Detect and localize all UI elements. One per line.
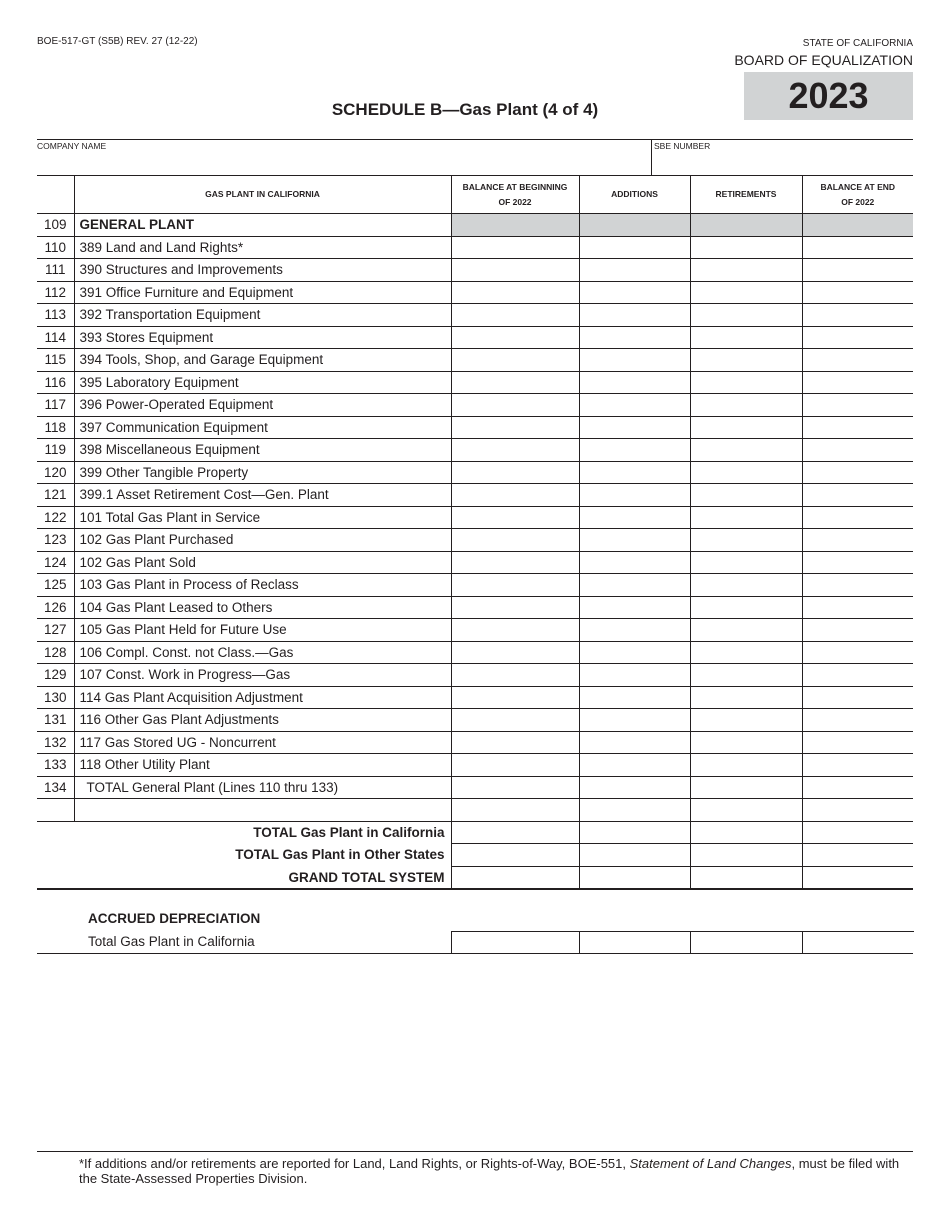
balance-end-cell[interactable] (802, 731, 913, 754)
company-name-label: COMPANY NAME (37, 141, 107, 151)
balance-begin-cell[interactable] (451, 259, 579, 282)
additions-cell[interactable] (579, 619, 690, 642)
retirements-cell[interactable] (690, 259, 802, 282)
balance-begin-header-line1: BALANCE AT BEGINNING (462, 181, 568, 192)
balance-end-cell[interactable] (802, 439, 913, 462)
table-row (37, 641, 913, 664)
table-row (37, 506, 913, 529)
balance-begin-cell[interactable] (451, 484, 579, 507)
accrued-depreciation-title: ACCRUED DEPRECIATION (88, 911, 261, 926)
table-header-row (37, 176, 913, 214)
balance-end-cell[interactable] (802, 596, 913, 619)
retirements-cell[interactable] (690, 416, 802, 439)
balance-begin-cell (451, 214, 579, 237)
balance-end-cell[interactable] (802, 664, 913, 687)
table-row (37, 281, 913, 304)
retirements-cell[interactable] (690, 371, 802, 394)
table-row (37, 731, 913, 754)
table-row (37, 214, 913, 237)
retirements-cell[interactable] (690, 439, 802, 462)
total-additions-cell[interactable] (579, 844, 690, 867)
page-title: SCHEDULE B—Gas Plant (4 of 4) (331, 100, 599, 119)
line-number: 126 (37, 596, 74, 619)
footnote-text: *If additions and/or retirements are reported for Land, Land Rights, or Rights-of-Way, BOE-551, (79, 1156, 630, 1171)
additions-cell[interactable] (579, 731, 690, 754)
balance-end-cell[interactable] (802, 506, 913, 529)
line-number-header (37, 176, 74, 214)
total-retirements-cell[interactable] (690, 844, 802, 867)
balance-end-cell[interactable] (802, 754, 913, 777)
balance-begin-cell[interactable] (451, 304, 579, 327)
additions-cell[interactable] (579, 529, 690, 552)
balance-end-header-line2: OF 2022 (841, 196, 875, 207)
total-balance-end-cell[interactable] (802, 844, 913, 867)
table-row (37, 236, 913, 259)
retirements-cell[interactable] (690, 349, 802, 372)
balance-end-cell[interactable] (802, 349, 913, 372)
table-row (37, 551, 913, 574)
additions-cell[interactable] (579, 484, 690, 507)
additions-cell[interactable] (579, 574, 690, 597)
divider (651, 140, 652, 176)
row-description: 105 Gas Plant Held for Future Use (74, 619, 451, 642)
additions-cell[interactable] (579, 799, 690, 822)
line-number: 125 (37, 574, 74, 597)
retirements-cell[interactable] (690, 619, 802, 642)
balance-end-cell[interactable] (802, 551, 913, 574)
balance-end-cell[interactable] (802, 236, 913, 259)
balance-begin-cell[interactable] (451, 439, 579, 462)
balance-begin-cell[interactable] (451, 371, 579, 394)
additions-cell[interactable] (579, 776, 690, 799)
row-description: 114 Gas Plant Acquisition Adjustment (74, 686, 451, 709)
balance-end-cell[interactable] (802, 619, 913, 642)
retirements-cell[interactable] (690, 236, 802, 259)
total-retirements-cell[interactable] (690, 866, 802, 889)
table-row (37, 439, 913, 462)
total-balance-end-cell[interactable] (802, 866, 913, 889)
additions-cell[interactable] (579, 754, 690, 777)
year-box: 2023 (744, 72, 913, 120)
balance-end-cell[interactable] (802, 259, 913, 282)
balance-begin-cell[interactable] (451, 551, 579, 574)
line-number: 118 (37, 416, 74, 439)
table-row (37, 371, 913, 394)
balance-begin-cell[interactable] (451, 506, 579, 529)
line-number: 122 (37, 506, 74, 529)
additions-cell[interactable] (579, 709, 690, 732)
balance-begin-cell[interactable] (451, 529, 579, 552)
retirements-cell[interactable] (690, 596, 802, 619)
accrued-balance-begin-cell[interactable] (451, 931, 580, 954)
additions-cell[interactable] (579, 236, 690, 259)
additions-cell[interactable] (579, 371, 690, 394)
additions-cell[interactable] (579, 439, 690, 462)
retirements-cell[interactable] (690, 529, 802, 552)
line-number: 131 (37, 709, 74, 732)
line-number: 133 (37, 754, 74, 777)
total-additions-cell[interactable] (579, 866, 690, 889)
retirements-cell[interactable] (690, 686, 802, 709)
line-number (37, 799, 74, 822)
retirements-cell[interactable] (690, 506, 802, 529)
row-description: 399.1 Asset Retirement Cost—Gen. Plant (74, 484, 451, 507)
table-row (37, 259, 913, 282)
accrued-retirements-cell[interactable] (690, 931, 803, 954)
row-description: 102 Gas Plant Purchased (74, 529, 451, 552)
row-description: 391 Office Furniture and Equipment (74, 281, 451, 304)
retirements-cell[interactable] (690, 754, 802, 777)
total-label: GRAND TOTAL SYSTEM (37, 866, 451, 889)
additions-cell[interactable] (579, 461, 690, 484)
footnote (79, 1157, 909, 1186)
table-row (37, 709, 913, 732)
line-number: 129 (37, 664, 74, 687)
footnote-text-end: , must be filed with the State-Assessed Properties Division. (79, 1156, 900, 1186)
row-description: 103 Gas Plant in Process of Reclass (74, 574, 451, 597)
balance-end-cell[interactable] (802, 281, 913, 304)
table-row (37, 484, 913, 507)
table-row (37, 416, 913, 439)
table-row (37, 754, 913, 777)
row-description: 101 Total Gas Plant in Service (74, 506, 451, 529)
row-description: 116 Other Gas Plant Adjustments (74, 709, 451, 732)
accrued-row-label: Total Gas Plant in California (88, 934, 255, 949)
balance-end-cell[interactable] (802, 371, 913, 394)
table-row (37, 574, 913, 597)
row-description: 395 Laboratory Equipment (74, 371, 451, 394)
balance-begin-cell[interactable] (451, 574, 579, 597)
balance-begin-cell[interactable] (451, 776, 579, 799)
retirements-cell[interactable] (690, 664, 802, 687)
line-number: 120 (37, 461, 74, 484)
line-number: 110 (37, 236, 74, 259)
additions-cell[interactable] (579, 641, 690, 664)
line-number: 130 (37, 686, 74, 709)
additions-cell[interactable] (579, 596, 690, 619)
retirements-cell[interactable] (690, 326, 802, 349)
total-label: TOTAL Gas Plant in California (37, 821, 451, 844)
line-number: 119 (37, 439, 74, 462)
total-row (37, 866, 913, 889)
retirements-cell[interactable] (690, 551, 802, 574)
balance-end-cell (802, 214, 913, 237)
line-number: 124 (37, 551, 74, 574)
retirements-cell[interactable] (690, 776, 802, 799)
balance-end-cell[interactable] (802, 461, 913, 484)
line-number: 134 (37, 776, 74, 799)
balance-end-cell[interactable] (802, 394, 913, 417)
additions-cell[interactable] (579, 349, 690, 372)
balance-end-cell[interactable] (802, 484, 913, 507)
line-number: 123 (37, 529, 74, 552)
line-number: 115 (37, 349, 74, 372)
balance-begin-cell[interactable] (451, 394, 579, 417)
balance-begin-cell[interactable] (451, 461, 579, 484)
total-row (37, 844, 913, 867)
row-description: 117 Gas Stored UG - Noncurrent (74, 731, 451, 754)
balance-end-cell[interactable] (802, 416, 913, 439)
total-balance-begin-cell[interactable] (451, 866, 579, 889)
balance-begin-cell[interactable] (451, 326, 579, 349)
balance-end-cell[interactable] (802, 686, 913, 709)
row-description: 118 Other Utility Plant (74, 754, 451, 777)
row-description: 102 Gas Plant Sold (74, 551, 451, 574)
total-label: TOTAL Gas Plant in Other States (37, 844, 451, 867)
row-description: 393 Stores Equipment (74, 326, 451, 349)
balance-end-header (802, 176, 913, 214)
total-balance-end-cell[interactable] (802, 821, 913, 844)
balance-begin-cell[interactable] (451, 236, 579, 259)
retirements-cell[interactable] (690, 461, 802, 484)
retirements-cell[interactable] (690, 394, 802, 417)
balance-end-cell[interactable] (802, 799, 913, 822)
total-row (37, 821, 913, 844)
table-row (37, 304, 913, 327)
table-row (37, 664, 913, 687)
row-description (74, 799, 451, 822)
balance-begin-cell[interactable] (451, 709, 579, 732)
balance-end-cell[interactable] (802, 776, 913, 799)
row-description: 107 Const. Work in Progress—Gas (74, 664, 451, 687)
additions-cell[interactable] (579, 394, 690, 417)
total-retirements-cell[interactable] (690, 821, 802, 844)
balance-begin-cell[interactable] (451, 641, 579, 664)
line-number: 113 (37, 304, 74, 327)
additions-cell[interactable] (579, 416, 690, 439)
line-number: 116 (37, 371, 74, 394)
line-number: 111 (37, 259, 74, 282)
balance-begin-cell[interactable] (451, 596, 579, 619)
balance-end-header-line1: BALANCE AT END (820, 181, 896, 192)
form-id: BOE-517-GT (S5B) REV. 27 (12-22) (37, 36, 198, 47)
balance-begin-cell[interactable] (451, 799, 579, 822)
additions-cell[interactable] (579, 506, 690, 529)
table-row (37, 799, 913, 822)
balance-end-cell[interactable] (802, 529, 913, 552)
retirements-cell (690, 214, 802, 237)
accrued-depreciation-row (37, 931, 913, 954)
state-label: STATE OF CALIFORNIA (802, 38, 913, 49)
table-row (37, 686, 913, 709)
table-row (37, 394, 913, 417)
table-row (37, 349, 913, 372)
balance-end-cell[interactable] (802, 709, 913, 732)
retirements-cell[interactable] (690, 304, 802, 327)
line-number: 114 (37, 326, 74, 349)
line-number: 128 (37, 641, 74, 664)
balance-begin-header-line2: OF 2022 (498, 196, 532, 207)
balance-begin-cell[interactable] (451, 416, 579, 439)
row-description: GENERAL PLANT (74, 214, 451, 237)
additions-cell[interactable] (579, 664, 690, 687)
balance-begin-cell[interactable] (451, 731, 579, 754)
additions-cell (579, 214, 690, 237)
sbe-number-field[interactable] (654, 152, 912, 174)
line-number: 112 (37, 281, 74, 304)
row-description: 399 Other Tangible Property (74, 461, 451, 484)
balance-begin-cell[interactable] (451, 686, 579, 709)
footnote-italic: Statement of Land Changes (629, 1156, 792, 1171)
additions-cell[interactable] (579, 281, 690, 304)
retirements-cell[interactable] (690, 574, 802, 597)
row-description: 397 Communication Equipment (74, 416, 451, 439)
table-row (37, 461, 913, 484)
additions-cell[interactable] (579, 304, 690, 327)
line-number: 117 (37, 394, 74, 417)
agency-label: BOARD OF EQUALIZATION (734, 52, 913, 68)
additions-header: ADDITIONS (579, 176, 690, 214)
additions-cell[interactable] (579, 551, 690, 574)
row-description: 394 Tools, Shop, and Garage Equipment (74, 349, 451, 372)
total-balance-begin-cell[interactable] (451, 844, 579, 867)
row-description: 392 Transportation Equipment (74, 304, 451, 327)
additions-cell[interactable] (579, 326, 690, 349)
row-description: 390 Structures and Improvements (74, 259, 451, 282)
table-row (37, 776, 913, 799)
gas-plant-table (37, 175, 913, 890)
description-header: GAS PLANT IN CALIFORNIA (74, 176, 451, 214)
total-additions-cell[interactable] (579, 821, 690, 844)
additions-cell[interactable] (579, 686, 690, 709)
balance-begin-cell[interactable] (451, 754, 579, 777)
retirements-cell[interactable] (690, 484, 802, 507)
line-number: 127 (37, 619, 74, 642)
total-balance-begin-cell[interactable] (451, 821, 579, 844)
retirements-cell[interactable] (690, 799, 802, 822)
balance-begin-cell[interactable] (451, 664, 579, 687)
accrued-balance-end-cell[interactable] (802, 931, 914, 954)
line-number: 132 (37, 731, 74, 754)
additions-cell[interactable] (579, 259, 690, 282)
line-number: 121 (37, 484, 74, 507)
table-row (37, 529, 913, 552)
table-row (37, 596, 913, 619)
table-row (37, 619, 913, 642)
balance-end-cell[interactable] (802, 304, 913, 327)
retirements-cell[interactable] (690, 281, 802, 304)
table-row (37, 326, 913, 349)
retirements-cell[interactable] (690, 709, 802, 732)
balance-begin-cell[interactable] (451, 281, 579, 304)
row-description: 106 Compl. Const. not Class.—Gas (74, 641, 451, 664)
footer-divider (37, 1151, 913, 1152)
balance-begin-cell[interactable] (451, 349, 579, 372)
row-description: 389 Land and Land Rights* (74, 236, 451, 259)
line-number: 109 (37, 214, 74, 237)
balance-begin-cell[interactable] (451, 619, 579, 642)
company-info-row (37, 139, 913, 176)
row-description: 104 Gas Plant Leased to Others (74, 596, 451, 619)
accrued-additions-cell[interactable] (579, 931, 691, 954)
row-description: 396 Power-Operated Equipment (74, 394, 451, 417)
row-description: TOTAL General Plant (Lines 110 thru 133) (74, 776, 451, 799)
balance-end-cell[interactable] (802, 574, 913, 597)
retirements-cell[interactable] (690, 731, 802, 754)
balance-end-cell[interactable] (802, 641, 913, 664)
company-name-field[interactable] (37, 152, 649, 174)
sbe-number-label: SBE NUMBER (654, 141, 711, 151)
row-description: 398 Miscellaneous Equipment (74, 439, 451, 462)
balance-end-cell[interactable] (802, 326, 913, 349)
retirements-cell[interactable] (690, 641, 802, 664)
retirements-header: RETIREMENTS (690, 176, 802, 214)
balance-begin-header (451, 176, 579, 214)
